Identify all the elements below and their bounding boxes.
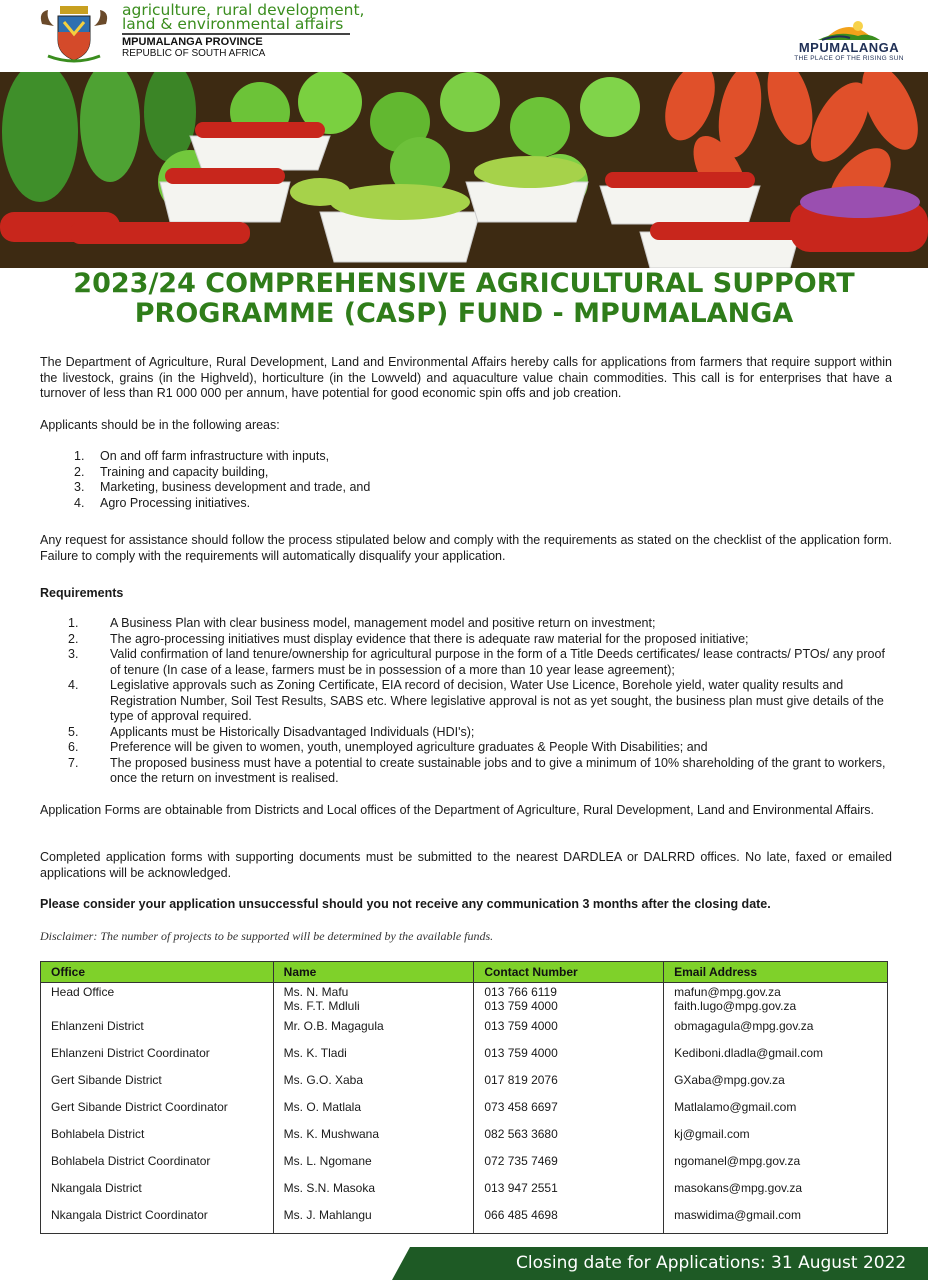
submit-note: Completed application forms with supporting documents must be submitted to the nearest DARDLEA or DALRRD offices. No late, faxed or emailed applications will be acknowledged. (40, 850, 892, 880)
phone-cell: 013 759 4000 (474, 1017, 664, 1044)
table-row (41, 1206, 888, 1234)
requirements-heading: Requirements (40, 586, 124, 600)
areas-heading: Applicants should be in the following areas: (40, 418, 280, 432)
list-item-text: Training and capacity building, (100, 464, 269, 479)
list-item (40, 740, 892, 756)
name-cell (273, 983, 474, 1018)
name-cell: Ms. O. Matlala (273, 1098, 474, 1125)
country-name: REPUBLIC OF SOUTH AFRICA (122, 48, 266, 59)
email-cell: masokans@mpg.gov.za (664, 1179, 888, 1206)
list-item-number: 3. (74, 480, 85, 494)
title-line1: 2023/24 COMPREHENSIVE AGRICULTURAL SUPPORT (73, 268, 855, 299)
list-item-number: 6. (68, 740, 79, 754)
name-cell: Mr. O.B. Magagula (273, 1017, 474, 1044)
table-header-row (41, 962, 888, 983)
name-cell: Ms. S.N. Masoka (273, 1179, 474, 1206)
table-row (41, 1044, 888, 1071)
department-name-line1: agriculture, rural development, (122, 1, 365, 19)
email-cell (664, 983, 888, 1018)
list-item (40, 496, 892, 512)
closing-date-text: Closing date for Applications: 31 August 2022 (516, 1253, 907, 1273)
column-header-name: Name (273, 962, 474, 983)
list-item (40, 465, 892, 481)
phone-cell: 072 735 7469 (474, 1152, 664, 1179)
contact-name: Ms. N. Mafu (283, 985, 349, 999)
table-row (41, 1071, 888, 1098)
phone-cell: 013 759 4000 (474, 1044, 664, 1071)
table-row (41, 983, 888, 1018)
name-cell: Ms. K. Tladi (273, 1044, 474, 1071)
table-row (41, 1152, 888, 1179)
list-item (40, 678, 892, 725)
list-item-text: The proposed business must have a potential to create sustainable jobs and to give a minimum of 10% shareholding of the grant to workers, once the return on investment is realised. (110, 755, 886, 785)
name-cell: Ms. L. Ngomane (273, 1152, 474, 1179)
list-item-number: 2. (68, 631, 79, 646)
coat-of-arms-icon (34, 4, 114, 64)
list-item-text: Legislative approvals such as Zoning Certificate, EIA record of decision, Water Use Licence, Borehole yield, water quality results and Registration Number, Soil Test Results, SABS etc. Where legislative approval is not as yet sought, the business plan must give details of the type of approval required. (110, 678, 884, 723)
email-cell: Kediboni.dladla@gmail.com (664, 1044, 888, 1071)
warning-note: Please consider your application unsuccessful should you not receive any communication 3 months after the closing date. (40, 897, 771, 911)
list-item-text: Agro Processing initiatives. (100, 495, 251, 510)
province-logo-name: MPUMALANGA (798, 40, 900, 55)
phone-cell: 013 947 2551 (474, 1179, 664, 1206)
name-cell: Ms. J. Mahlangu (273, 1206, 474, 1234)
header-divider (122, 33, 350, 35)
office-cell: Bohlabela District Coordinator (41, 1152, 274, 1179)
list-item (40, 632, 892, 648)
phone-cell: 073 458 6697 (474, 1098, 664, 1125)
email-cell: ngomanel@mpg.gov.za (664, 1152, 888, 1179)
vegetable-banner-image (0, 72, 928, 268)
list-item (40, 756, 892, 787)
office-cell: Ehlanzeni District (41, 1017, 274, 1044)
requirements-list (40, 616, 892, 787)
list-item-number: 1. (68, 616, 79, 630)
list-item-number: 5. (68, 724, 79, 739)
forms-note: Application Forms are obtainable from Districts and Local offices of the Department of Agriculture, Rural Development, Land and Environmental Affairs. (40, 803, 874, 817)
list-item-text: Applicants must be Historically Disadvantaged Individuals (HDI's); (110, 724, 475, 739)
list-item (40, 449, 892, 465)
list-item-text: Valid confirmation of land tenure/ownership for agricultural purpose in the form of a Title Deeds certificates/ lease contracts/ PTOs/ any proof of tenure (In case of a lease, farmers must be in possession of a more than 10 year lease agreement); (110, 647, 885, 677)
list-item-text: The agro-processing initiatives must display evidence that there is adequate raw material for the proposed initiative; (110, 631, 749, 646)
email-cell: GXaba@mpg.gov.za (664, 1071, 888, 1098)
name-cell: Ms. K. Mushwana (273, 1125, 474, 1152)
list-item-number: 1. (74, 449, 85, 463)
office-cell: Gert Sibande District Coordinator (41, 1098, 274, 1125)
list-item (40, 647, 892, 678)
list-item-number: 4. (74, 495, 85, 510)
office-cell: Nkangala District (41, 1179, 274, 1206)
office-cell: Bohlabela District (41, 1125, 274, 1152)
column-header-email: Email Address (664, 962, 888, 983)
list-item-number: 3. (68, 647, 79, 661)
title-line2: PROGRAMME (CASP) FUND - MPUMALANGA (134, 298, 794, 329)
province-logo-tagline: THE PLACE OF THE RISING SUN (794, 55, 904, 62)
department-name-line2: land & environmental affairs (122, 15, 344, 33)
contacts-table (40, 961, 888, 1234)
intro-paragraph: The Department of Agriculture, Rural Development, Land and Environmental Affairs hereby calls for applications from farmers that require support within the livestock, grains (in the Highveld), horticulture (in the Lowveld) and aquaculture value chain commodities. This call is for enterprises that have a turnover of less than R1 000 000 per annum, have potential for good economic spin offs and job creation. (40, 355, 892, 400)
list-item (40, 725, 892, 741)
page-header (0, 0, 928, 72)
areas-list (40, 449, 892, 511)
phone-cell (474, 983, 664, 1018)
province-name: MPUMALANGA PROVINCE (122, 36, 263, 48)
phone-cell: 017 819 2076 (474, 1071, 664, 1098)
list-item (40, 480, 892, 496)
list-item-text: A Business Plan with clear business model, management model and positive return on investment; (110, 616, 656, 630)
email-cell: Matlalamo@gmail.com (664, 1098, 888, 1125)
page-title (0, 268, 928, 330)
name-cell: Ms. G.O. Xaba (273, 1071, 474, 1098)
list-item-number: 2. (74, 464, 85, 479)
column-header-office: Office (41, 962, 274, 983)
list-item (40, 616, 892, 632)
phone-cell: 082 563 3680 (474, 1125, 664, 1152)
office-cell: Ehlanzeni District Coordinator (41, 1044, 274, 1071)
list-item-number: 7. (68, 755, 79, 770)
table-row (41, 1179, 888, 1206)
office-cell: Gert Sibande District (41, 1071, 274, 1098)
phone-cell: 066 485 4698 (474, 1206, 664, 1234)
email-address: mafun@mpg.gov.za (674, 985, 781, 999)
table-row (41, 1017, 888, 1044)
table-row (41, 1098, 888, 1125)
office-cell: Head Office (41, 983, 274, 1018)
phone-number: 013 766 6119 (484, 985, 557, 999)
phone-number: 013 759 4000 (484, 999, 558, 1013)
email-cell: maswidima@gmail.com (664, 1206, 888, 1234)
list-item-number: 4. (68, 678, 79, 692)
column-header-contact: Contact Number (474, 962, 664, 983)
office-cell: Nkangala District Coordinator (41, 1206, 274, 1234)
email-cell: obmagagula@mpg.gov.za (664, 1017, 888, 1044)
process-note: Any request for assistance should follow the process stipulated below and comply with the requirements as stated on the checklist of the application form. Failure to comply with the requirements will automatically disqualify your application. (40, 533, 892, 563)
table-row (41, 1125, 888, 1152)
list-item-text: Preference will be given to women, youth, unemployed agriculture graduates & People With Disabilities; and (110, 740, 708, 754)
list-item-text: On and off farm infrastructure with inputs, (100, 449, 330, 463)
email-address: faith.lugo@mpg.gov.za (674, 999, 797, 1013)
email-cell: kj@gmail.com (664, 1125, 888, 1152)
contact-name: Ms. F.T. Mdluli (283, 999, 360, 1013)
list-item-text: Marketing, business development and trade, and (100, 480, 371, 494)
disclaimer: Disclaimer: The number of projects to be supported will be determined by the available funds. (40, 929, 494, 943)
